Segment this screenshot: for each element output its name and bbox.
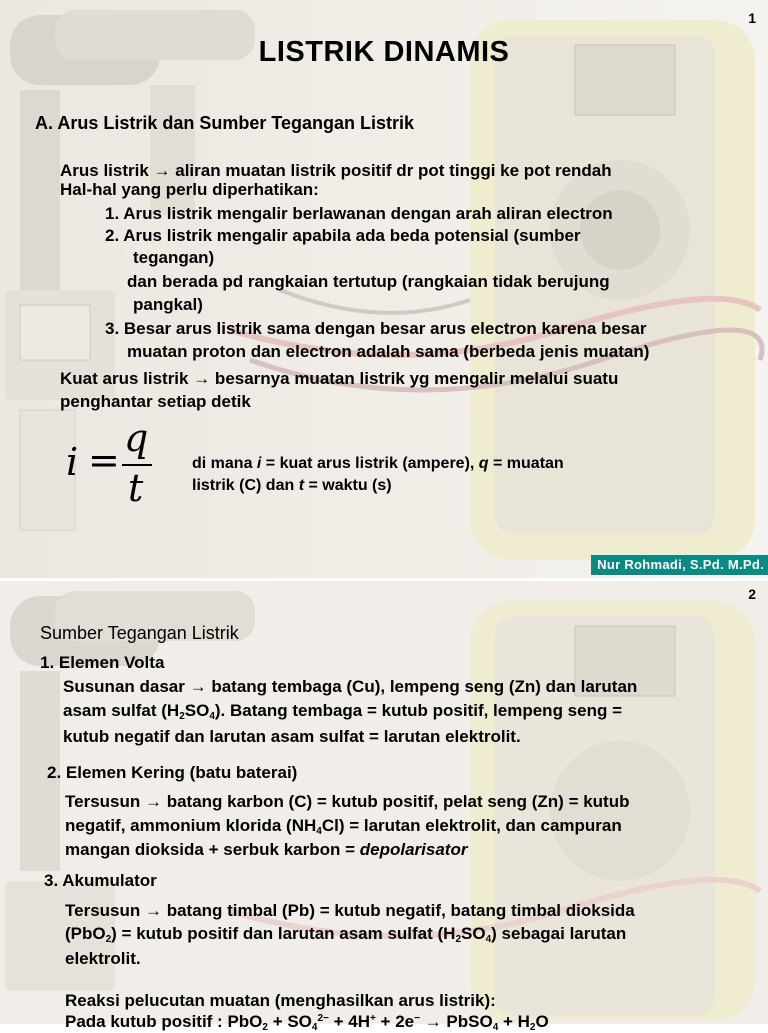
volta-line-3: kutub negatif dan larutan asam sulfat = larutan elektrolit. [63, 727, 521, 746]
volta-line-1: Susunan dasar → batang tembaga (Cu), lempeng seng (Zn) dan larutan [63, 677, 638, 696]
kering-line-2: negatif, ammonium klorida $(NH_4Cl)$ = larutan elektrolit, dan campuran [65, 816, 622, 837]
note-item-3-line-2: muatan proton dan electron adalah sama (berbeda jenis muatan) [127, 342, 650, 361]
note-item-2-line-1: 2. Arus listrik mengalir apabila ada beda potensial (sumber [105, 226, 581, 245]
slide-2 [0, 581, 768, 1033]
reaksi-title: Reaksi pelucutan muatan (menghasilkan arus listrik): [65, 991, 496, 1010]
section-heading: Sumber Tegangan Listrik [40, 623, 239, 643]
kering-line-3: mangan dioksida + serbuk karbon = depolarisator [65, 840, 468, 859]
akumulator-line-2: (PbO$_2$) = kutub positif dan larutan asam sulfat $(H_2SO_4)$ sebagai larutan [65, 924, 627, 945]
formula-explanation-line-1: di mana i = kuat arus listrik (ampere), q = muatan [192, 455, 564, 472]
volta-title: 1. Elemen Volta [40, 653, 165, 672]
formula-lhs: i [66, 440, 79, 484]
kering-line-1: Tersusun → batang karbon (C) = kutub positif, pelat seng (Zn) = kutub [65, 792, 630, 811]
section-heading: A. Arus Listrik dan Sumber Tegangan Listrik [35, 113, 415, 133]
kuat-arus-line-2: penghantar setiap detik [60, 392, 251, 411]
definition-text: Arus listrik → aliran muatan listrik positif dr pot tinggi ke pot rendah [60, 161, 612, 180]
kering-title: 2. Elemen Kering (batu baterai) [47, 763, 298, 782]
formula-explanation-line-2: listrik (C) dan t = waktu (s) [192, 477, 392, 494]
note-item-2-line-4: pangkal) [133, 295, 203, 314]
formula-denominator: t [128, 466, 144, 510]
page-title: LISTRIK DINAMIS [258, 36, 510, 68]
formula-equals: = [88, 438, 120, 482]
akumulator-line-3: elektrolit. [65, 949, 141, 968]
formula-numerator: q [124, 416, 149, 460]
akumulator-line-1: Tersusun → batang timbal (Pb) = kutub negatif, batang timbal dioksida [65, 901, 635, 920]
note-item-1: 1. Arus listrik mengalir berlawanan dengan arah aliran electron [105, 204, 613, 223]
note-item-3-line-1: 3. Besar arus listrik sama dengan besar arus electron karena besar [105, 319, 647, 338]
volta-line-2: asam sulfat $(H_2SO_4)$. Batang tembaga = kutub positif, lempeng seng = [63, 701, 623, 722]
note-item-2-line-2: tegangan) [133, 248, 215, 267]
note-item-2-line-3: dan berada pd rangkaian tertutup (rangkaian tidak berujung [127, 272, 610, 291]
page-number: 1 [748, 10, 756, 26]
akumulator-title: 3. Akumulator [44, 871, 157, 890]
current-formula [64, 416, 164, 510]
reaksi-line-1: Pada kutub positif : $PbO_2 + SO_4^{2-} + 4H^+ + 2e^-$ → PbSO$_4$ + $H_2O$ [65, 1012, 549, 1033]
page-number: 2 [748, 586, 756, 602]
notes-heading: Hal-hal yang perlu diperhatikan: [60, 180, 319, 199]
kuat-arus-line-1: Kuat arus listrik → besarnya muatan listrik yg mengalir melalui suatu [60, 369, 619, 388]
author-footer: Nur Rohmadi, S.Pd. M.Pd. [591, 555, 768, 575]
